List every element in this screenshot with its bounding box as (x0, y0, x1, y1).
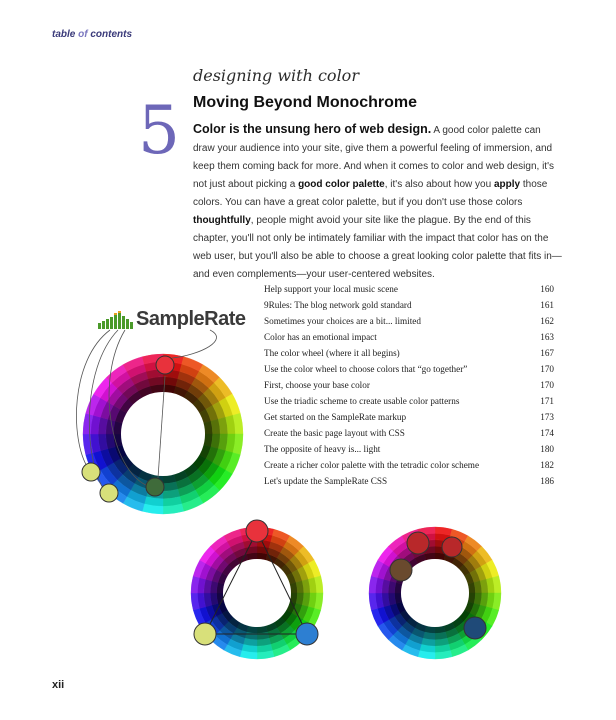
logo-text: SampleRate (136, 308, 246, 330)
toc-entry-label: Create the basic page layout with CSS (264, 428, 405, 438)
darkred-marker (407, 532, 429, 554)
toc-entry-page: 160 (540, 284, 554, 294)
header-text-1: table (52, 29, 79, 40)
chapter-subtitle: designing with color (193, 66, 359, 85)
toc-entry-label: The opposite of heavy is... light (264, 444, 381, 454)
green-marker (146, 478, 164, 496)
toc-entry-label: Use the color wheel to choose colors that “go together” (264, 364, 468, 374)
toc-entry-label: Color has an emotional impact (264, 332, 377, 342)
toc-entry-page: 186 (540, 476, 554, 486)
toc-entry-page: 162 (540, 316, 554, 326)
toc-entry-page: 180 (540, 444, 554, 454)
toc-entry-page: 167 (540, 348, 554, 358)
intro-bold-1: good color palette (298, 179, 385, 190)
chapter-title: Moving Beyond Monochrome (193, 94, 417, 111)
chapter-number: 5 (138, 92, 180, 169)
red-marker (246, 520, 268, 542)
intro-text-3: those colors. You can have a great color palette, but if you don't use those colors (193, 179, 548, 208)
toc-entry-page: 170 (540, 364, 554, 374)
toc-entry-label: Sometimes your choices are a bit... limited (264, 316, 421, 326)
intro-lead: Color is the unsung hero of web design. (193, 122, 432, 136)
samplerate-logo (98, 308, 246, 331)
toc-entry-label: First, choose your base color (264, 380, 370, 390)
toc-entry-page: 161 (540, 300, 554, 310)
toc-entry-label: Let's update the SampleRate CSS (264, 476, 388, 486)
intro-text-2: , it's also about how you (384, 179, 494, 190)
wheel-hole (223, 559, 291, 627)
yellow-marker (194, 623, 216, 645)
yellow-marker (82, 463, 100, 481)
toc-entry-page: 163 (540, 332, 554, 342)
intro-text-4: , people might avoid your site like the plague. By the end of this chapter, you'll not only be intimately familiar with the impact that color has on the web user, but you'll also be able to choose a great looking color palette that fits in—and even complements—your user-centered websites. (193, 215, 562, 280)
blue-marker (296, 623, 318, 645)
navy-marker (464, 617, 486, 639)
toc-entry-label: Create a richer color palette with the tetradic color scheme (264, 460, 480, 470)
intro-text-1: A good color palette can draw your audience into your site, give them a powerful feeling of immersion, and keep them coming back for more. And when it comes to color and web design, it's not just about picking a (193, 125, 554, 190)
toc-entry-label: The color wheel (where it all begins) (264, 348, 400, 358)
intro-bold-3: thoughtfully (193, 215, 251, 226)
darkred-marker (442, 537, 462, 557)
toc-entry-label: Use the triadic scheme to create usable color patterns (264, 396, 460, 406)
toc-entry-label: Get started on the SampleRate markup (264, 412, 407, 422)
header-text-2: contents (87, 29, 133, 40)
tetradic-color-wheel (369, 527, 501, 659)
intro-bold-2: apply (493, 179, 521, 190)
yellow-marker (100, 484, 118, 502)
equalizer-bars-icon (98, 311, 134, 329)
toc-entry-page: 173 (540, 412, 554, 422)
toc-entry-page: 170 (540, 380, 554, 390)
toc-entry-page: 182 (540, 460, 554, 470)
toc-entry-page: 174 (540, 428, 554, 438)
header-text-of: of (78, 29, 88, 40)
page-number: xii (52, 679, 65, 691)
red-marker (156, 356, 174, 374)
connector-line (172, 330, 216, 358)
toc-entry-page: 171 (540, 396, 554, 406)
toc-entry-label: 9Rules: The blog network gold standard (264, 300, 412, 310)
toc-entry-label: Help support your local music scene (264, 284, 398, 294)
brown-marker (390, 559, 412, 581)
